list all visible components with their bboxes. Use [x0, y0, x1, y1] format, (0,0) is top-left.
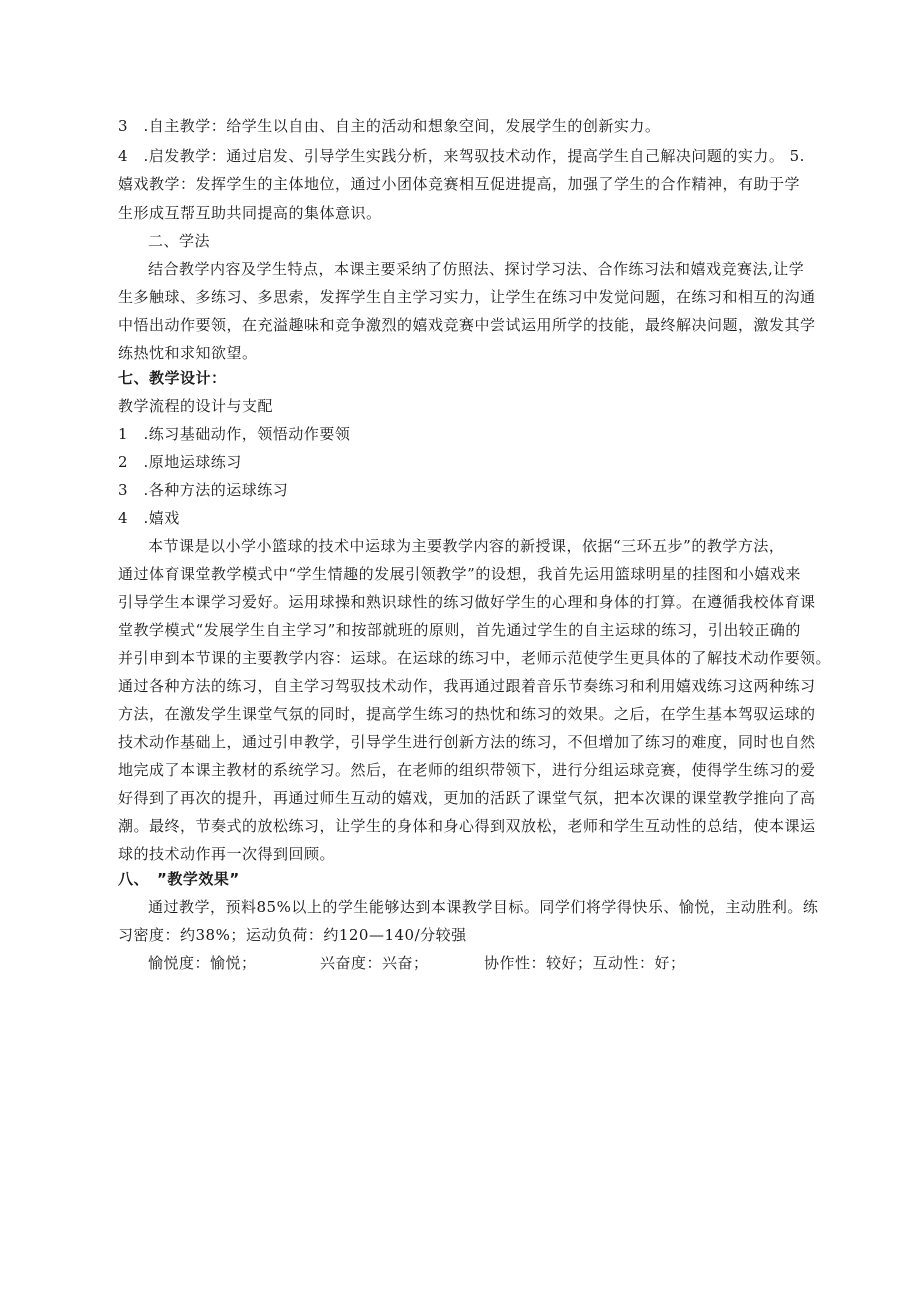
effect-paragraph-line: 习密度：约38%；运动负荷：约120—140/分较强 [118, 926, 467, 944]
method-item-3: 3 .自主教学：给学生以自由、自主的活动和想象空间，发展学生的创新实力。 [118, 117, 661, 135]
design-paragraph-line: 引导学生本课学习爱好。运用球操和熟识球性的练习做好学生的心理和身体的打算。在遵循我校体育课 [118, 593, 816, 611]
effect-paragraph-line: 通过教学，预料85%以上的学生能够达到本课教学目标。同学们将学得快乐、愉悦，主动胜利。练 [148, 898, 819, 916]
design-paragraph-line: 地完成了本课主教材的系统学习。然后，在老师的组织带领下，进行分组运球竞赛，使得学生练习的爱 [118, 761, 816, 779]
design-paragraph-line: 好得到了再次的提升，再通过师生互动的嬉戏，更加的活跃了课堂气氛，把本次课的课堂教学推向了高 [118, 789, 816, 807]
design-paragraph-line: 方法，在激发学生课堂气氛的同时，提高学生练习的热忱和练习的效果。之后，在学生基本驾驭运球的 [118, 705, 816, 723]
method-item-4-line-1: 4 .启发教学：通过启发、引导学生实践分析，来驾驭技术动作，提高学生自己解决问题的实力。 5. [118, 147, 805, 165]
design-paragraph-line: 技术动作基础上，通过引申教学，引导学生进行创新方法的练习，不但增加了练习的难度，同时也自然 [118, 733, 816, 751]
design-paragraph-line: 通过体育课堂教学模式中“学生情趣的发展引领教学”的设想，我首先运用篮球明星的挂图和小嬉戏来 [118, 565, 801, 583]
section-heading-design: 七、教学设计： [118, 369, 227, 387]
design-paragraph-line: 通过各种方法的练习，自主学习驾驭技术动作，我再通过跟着音乐节奏练习和利用嬉戏练习这两种练习 [118, 677, 816, 695]
learning-paragraph-line: 生多触球、多练习、多思索，发挥学生自主学习实力，让学生在练习中发觉问题，在练习和相互的沟通 [118, 288, 816, 306]
design-paragraph-line: 堂教学模式“发展学生自主学习”和按部就班的原则，首先通过学生的自主运球的练习，引出较正确的 [118, 621, 801, 639]
design-paragraph-line: 潮。最终，节奏式的放松练习，让学生的身体和身心得到双放松，老师和学生互动性的总结，使本课运 [118, 817, 816, 835]
design-paragraph-line: 本节课是以小学小篮球的技术中运球为主要教学内容的新授课，依据“三环五步”的教学方法， [148, 537, 785, 555]
design-step: 2 .原地运球练习 [118, 453, 242, 471]
learning-paragraph-line: 中悟出动作要领，在充溢趣味和竞争激烈的嬉戏竞赛中尝试运用所学的技能，最终解决问题，激发其学 [118, 316, 816, 334]
metric-excitement: 兴奋度：兴奋； [320, 954, 429, 972]
metric-cooperation: 协作性：较好；互动性：好； [484, 954, 686, 972]
design-subheading: 教学流程的设计与支配 [118, 397, 274, 415]
design-step: 1 .练习基础动作，领悟动作要领 [118, 425, 351, 443]
method-item-4-line-2: 嬉戏教学：发挥学生的主体地位，通过小团体竞赛相互促进提高，加强了学生的合作精神，有助于学 [118, 175, 801, 193]
design-paragraph-line: 并引申到本节课的主要教学内容：运球。在运球的练习中，老师示范使学生更具体的了解技术动作要领。 [118, 649, 832, 667]
method-item-4-line-3: 生形成互帮互助共同提高的集体意识。 [118, 204, 382, 222]
design-step: 3 .各种方法的运球练习 [118, 481, 289, 499]
metric-pleasure: 愉悦度：愉悦； [148, 954, 257, 972]
section-heading-effect: 八、 ”教学效果” [118, 870, 240, 888]
design-paragraph-line: 球的技术动作再一次得到回顾。 [118, 845, 336, 863]
learning-paragraph-line: 结合教学内容及学生特点，本课主要采纳了仿照法、探讨学习法、合作练习法和嬉戏竞赛法,让学 [148, 260, 805, 278]
design-step: 4 .嬉戏 [118, 509, 180, 527]
learning-paragraph-line: 练热忱和求知欲望。 [118, 344, 258, 362]
learning-method-heading: 二、学法 [148, 232, 211, 250]
